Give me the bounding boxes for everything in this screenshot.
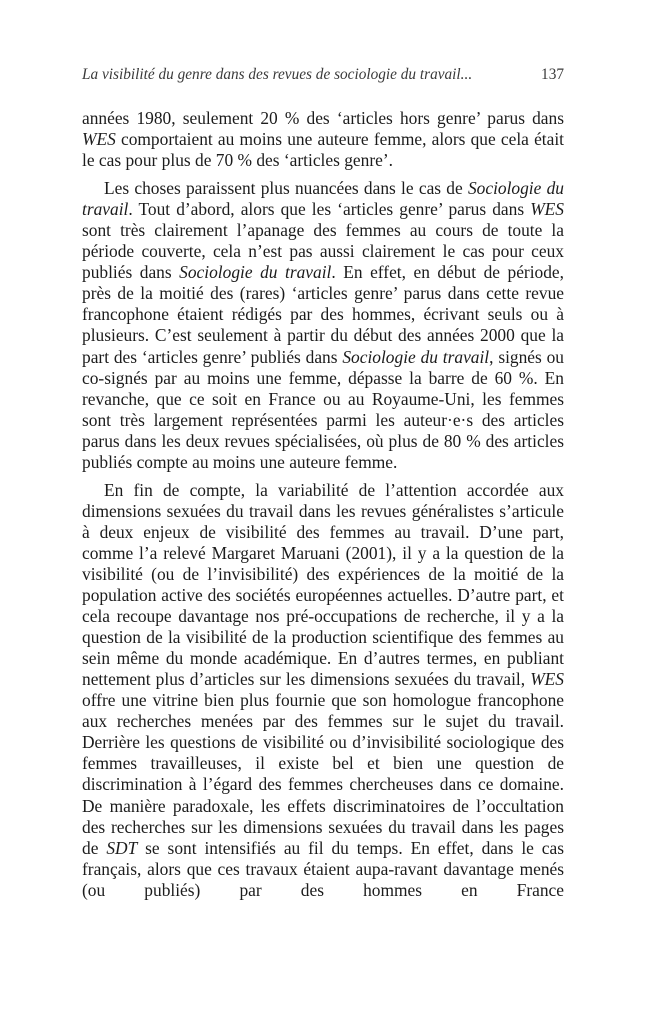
text-run: se sont intensifiés au fil du temps. En effet, dans le cas français, alors que ces travaux étaient aupa-ravant davantage menés (ou publiés) par des hommes en France <box>82 837 564 900</box>
italic-run: WES <box>82 129 116 150</box>
book-page <box>82 66 564 901</box>
italic-run: SDT <box>106 837 138 858</box>
italic-run: Sociologie du travail <box>342 346 490 367</box>
text-run: années 1980, seulement 20 % des ‘articles hors genre’ parus dans <box>82 108 564 128</box>
paragraph-conclusion-visibility <box>82 480 564 901</box>
page-number: 137 <box>541 66 564 83</box>
text-run: . Tout d’abord, alors que les ‘articles genre’ parus dans <box>128 199 531 220</box>
text-run: , signés ou co-signés par au moins une femme, dépasse la barre de 60 %. En revanche, que ce soit en France ou au Royaume-Uni, les femmes sont très largement représentées parmi les auteur·e·s des articles parus dans les deux revues spécialisées, où plus de 80 % des articles publiés compte au moins une auteure femme. <box>82 346 564 472</box>
running-header <box>82 66 564 84</box>
text-run: Les choses paraissent plus nuancées dans le cas de <box>104 178 468 199</box>
paragraph-authorship-sdt <box>82 178 564 473</box>
italic-run: Sociologie du travail <box>82 178 564 220</box>
running-title: La visibilité du genre dans des revues de sociologie du travail... <box>82 66 473 83</box>
text-run: comportaient au moins une auteure femme, alors que cela était le cas pour plus de 70 % des ‘articles genre’. <box>82 129 564 171</box>
body-text <box>82 108 564 901</box>
italic-run: Sociologie du travail <box>179 262 332 283</box>
text-run: En fin de compte, la variabilité de l’attention accordée aux dimensions sexuées du travail dans les revues généralistes s’articule à deux enjeux de visibilité des femmes au travail. D’une part, comme l’a relevé Margaret Maruani (2001), il y a la question de la visibilité (ou de l’invisibilité) des expériences de la moitié de la population active des sociétés européennes actuelles. D’autre part, et cela recoupe davantage nos pré-occupations de recherche, il y a la question de la visibilité de la production scientifique des femmes au sein même du monde académique. En d’autres termes, en publiant nettement plus d’articles sur les dimensions sexuées du travail, <box>82 479 564 690</box>
italic-run: WES <box>530 669 564 690</box>
text-run: offre une vitrine bien plus fournie que son homologue francophone aux recherches menées par des femmes sur le sujet du travail. Derrière les questions de visibilité ou d’invisibilité sociologique des femmes travailleuses, il existe bel et bien une question de discrimination à l’égard des femmes chercheuses dans ce domaine. De manière paradoxale, les effets discriminatoires de l’occultation des recherches sur les dimensions sexuées du travail dans les pages de <box>82 690 564 858</box>
paragraph-continuation <box>82 108 564 171</box>
text-run: sont très clairement l’apanage des femmes au cours de toute la période couverte, cela n’est pas aussi clairement le cas pour ceux publiés dans <box>82 220 564 283</box>
text-run: . En effet, en début de période, près de la moitié des (rares) ‘articles genre’ parus dans cette revue francophone étaient rédigés par des hommes, écrivant seuls ou à plusieurs. C’est seulement à partir du début des années 2000 que la part des ‘articles genre’ publiés dans <box>82 262 564 367</box>
italic-run: WES <box>530 199 564 220</box>
